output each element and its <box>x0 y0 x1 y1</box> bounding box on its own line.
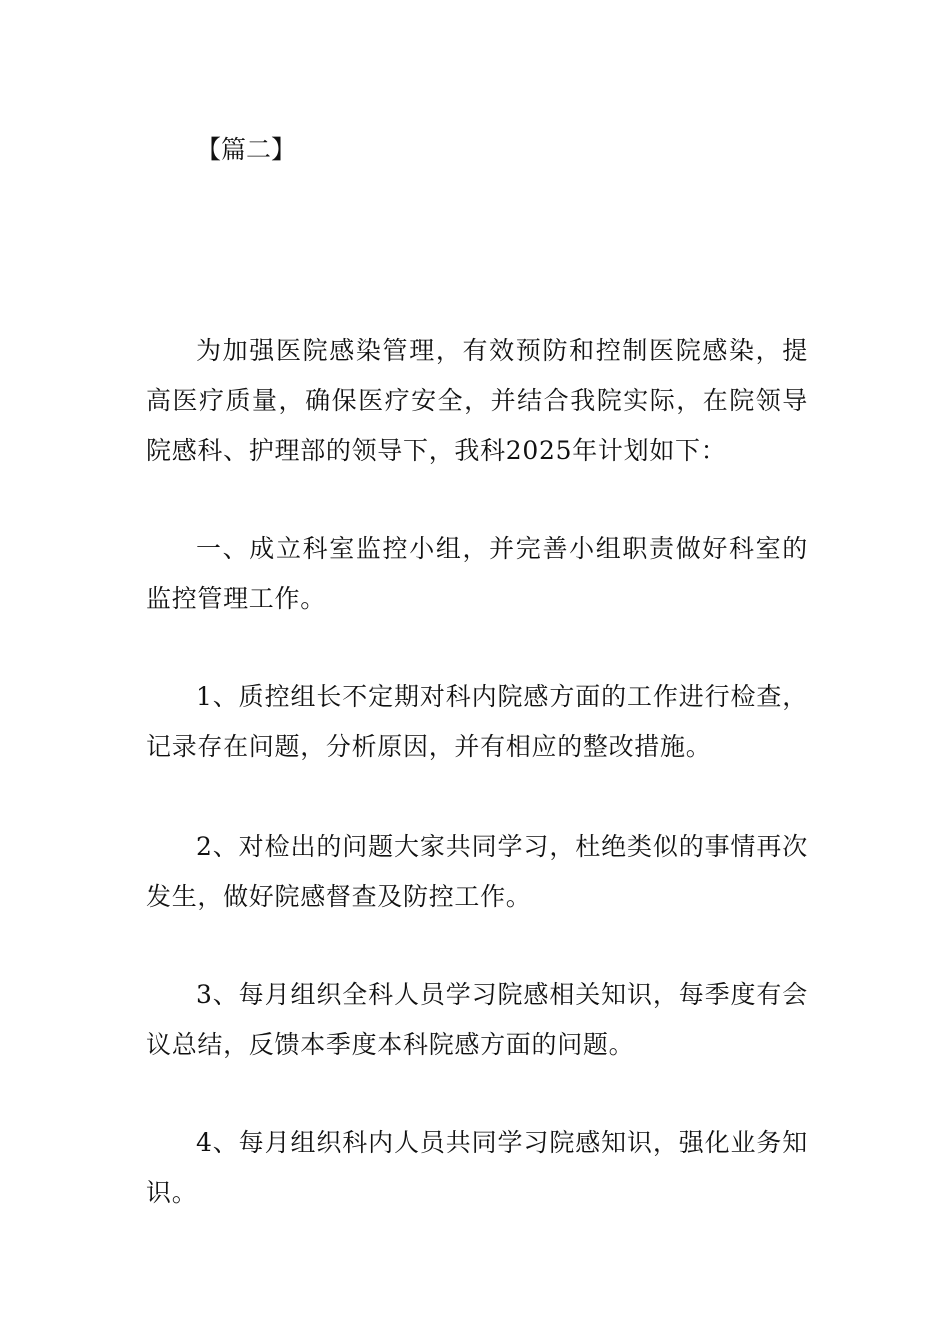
item-three-paragraph: 3、每月组织全科人员学习院感相关知识，每季度有会议总结，反馈本季度本科院感方面的问题。 <box>146 980 808 1059</box>
intro-paragraph: 为加强医院感染管理，有效预防和控制医院感染，提高医疗质量，确保医疗安全，并结合我院实际，在院领导院感科、护理部的领导下，我科2025年计划如下： <box>146 336 808 465</box>
section-heading: 【篇二】 <box>196 135 297 164</box>
item-two-paragraph: 2、对检出的问题大家共同学习，杜绝类似的事情再次发生，做好院感督查及防控工作。 <box>146 832 808 911</box>
item-one-paragraph: 1、质控组长不定期对科内院感方面的工作进行检查，记录存在问题，分析原因，并有相应的整改措施。 <box>146 682 808 761</box>
section-one-paragraph: 一、成立科室监控小组，并完善小组职责做好科室的监控管理工作。 <box>146 534 808 613</box>
item-four-paragraph: 4、每月组织科内人员共同学习院感知识，强化业务知识。 <box>146 1128 808 1207</box>
